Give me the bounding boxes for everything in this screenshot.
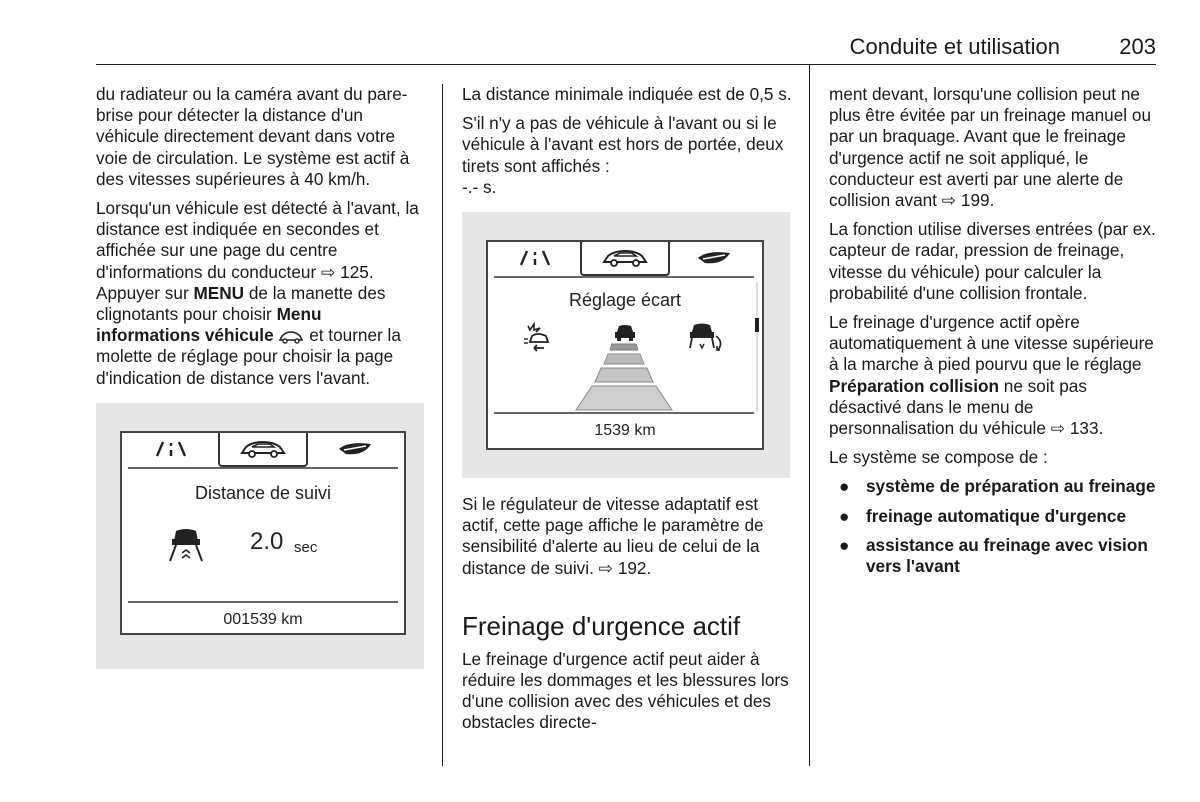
dash-display: -.- s. [462, 176, 497, 197]
display-divider-bottom [494, 412, 754, 414]
page-ref-arrow-icon: ⇨ [941, 190, 957, 211]
display-divider-bottom [128, 601, 398, 603]
column-1 [96, 84, 421, 669]
eco-leaf-icon [670, 242, 758, 274]
eco-leaf-icon [310, 433, 400, 465]
lane-icon [126, 433, 216, 465]
section-heading: Freinage d'urgence actif [462, 610, 741, 641]
display-divider-top [128, 467, 398, 469]
vehicle-info-tab[interactable] [218, 433, 308, 467]
col3-paragraph-4: Le système se compose de : [829, 447, 1048, 468]
col2-paragraph-1: La distance minimale indiquée est de 0,5 s. [462, 84, 792, 104]
lane-icon [492, 242, 578, 274]
list-item: ● freinage automatique d'urgence [839, 505, 1127, 526]
page-ref-arrow-icon: ⇨ [598, 557, 614, 578]
collision-alert-icon [518, 322, 558, 356]
car-icon [238, 438, 288, 460]
col3-paragraph-2: La fonction utilise diverses entrées (par ex. capteur de radar, pression de freinage, vitesse du véhicule) pour calculer la probabilité d'une collision frontale. [829, 219, 1156, 303]
car-ahead-distance-icon [166, 523, 206, 563]
col2-paragraph-4: Le freinage d'urgence actif peut aider à réduire les dommages et les blessures lors d'une collision avec des véhicules et des obstacles directe- [462, 648, 789, 733]
list-item: ● système de préparation au freinage [839, 476, 1156, 497]
col2-paragraph-2: S'il n'y a pas de véhicule à l'avant ou si le véhicule à l'avant est hors de portée, deux tirets sont affichés : -.- s. [462, 113, 784, 197]
page-number: 203 [1119, 34, 1156, 59]
list-item: ● assistance au freinage avec vision vers l'avant [839, 534, 1148, 577]
vehicle-icon [278, 330, 304, 344]
col2-paragraph-3: Si le régulateur de vitesse adaptatif est actif, cette page affiche le paramètre de sensibilité d'alerte au lieu de celui de la distance de suivi. ⇨ 192. [462, 494, 764, 578]
component-list [829, 476, 1159, 577]
display-tabs [122, 433, 404, 465]
dic-display-gap [486, 240, 764, 450]
display-title: Distance de suivi [194, 482, 332, 503]
menu-label: MENU [193, 282, 245, 303]
page-ref[interactable]: 125 [340, 261, 369, 282]
distance-unit: sec [294, 538, 318, 556]
figure-following-distance [96, 403, 424, 669]
gap-level-pyramid [568, 342, 680, 412]
display-title: Réglage écart [568, 290, 682, 311]
col1-paragraph-1: du radiateur ou la caméra avant du pare-brise pour détecter la distance d'un véhicule directement devant dans votre voie de circulation. Le système est actif à des vitesses supérieures à 40 km/h. [96, 84, 410, 189]
display-tabs-gap [488, 242, 762, 274]
header-rule [96, 64, 1156, 65]
col1-paragraph-2: Lorsqu'un véhicule est détecté à l'avant, la distance est indiquée en secondes et affichée sur une page du centre d'informations du conducteur ⇨ 125. Appuyer sur MENU de la manette des clignotants pour choisir Menu informations véhicule et tourner la molette de réglage pour choisir la page d'indication de distance vers l'avant. [96, 198, 419, 388]
display-divider-top [494, 276, 754, 278]
setting-name: Préparation collision [829, 375, 1000, 396]
bullet-icon: ● [839, 505, 850, 526]
menu-info-label: Menu informations véhicule [96, 304, 322, 346]
page-ref-arrow-icon: ⇨ [1050, 418, 1066, 439]
bullet-icon: ● [839, 534, 850, 555]
scrollbar-thumb[interactable] [755, 318, 759, 332]
car-icon [600, 247, 650, 269]
column-divider-1 [442, 84, 443, 766]
col3-paragraph-3: Le freinage d'urgence actif opère automatiquement à une vitesse supérieure à la marche à pied pourvu que le réglage Préparation collision ne soit pas désactivé dans le menu de personnalisation du véhicule ⇨ 133. [829, 312, 1154, 439]
page-ref-arrow-icon: ⇨ [320, 261, 336, 282]
column-divider-2 [809, 64, 810, 766]
dic-display [120, 431, 406, 635]
page-ref[interactable]: 192 [617, 557, 647, 578]
page-ref[interactable]: 199 [960, 190, 990, 211]
page-ref[interactable]: 133 [1069, 418, 1099, 439]
odometer: 1539 km [594, 422, 656, 440]
section-title: Conduite et utilisation [849, 34, 1060, 59]
front-car-icon [614, 324, 636, 342]
bullet-icon: ● [839, 476, 850, 497]
column-2 [462, 84, 794, 742]
distance-value: 2.0 [250, 527, 284, 555]
col3-paragraph-1: ment devant, lorsqu'une collision peut ne plus être évitée par un freinage manuel ou par un braquage. Avant que le freinage d'urgence actif ne soit appliqué, le conducteur est averti par une alerte de collision avant ⇨ 199. [829, 84, 1151, 211]
acc-car-icon [686, 322, 726, 354]
odometer: 001539 km [223, 610, 303, 628]
vehicle-info-tab[interactable] [580, 242, 670, 276]
figure-gap-setting [462, 212, 790, 478]
column-3 [829, 84, 1159, 585]
